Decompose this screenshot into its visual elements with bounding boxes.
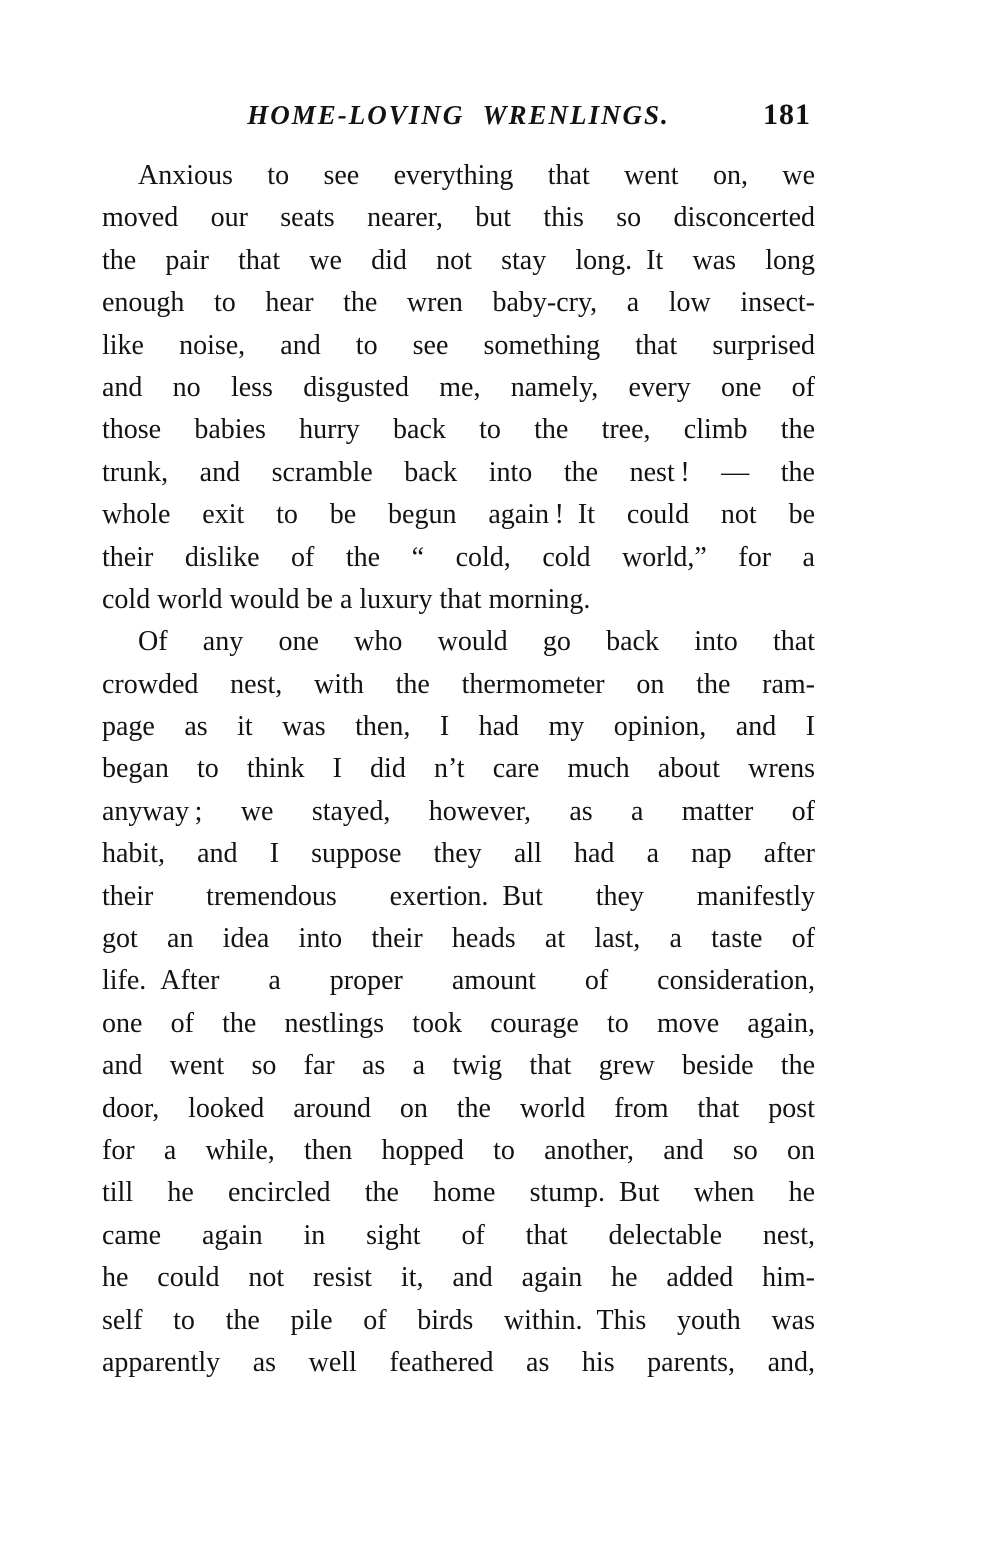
text-line: trunk, and scramble back into the nest ! — the <box>102 456 815 488</box>
page-header <box>102 100 815 140</box>
text-line: apparently as well feathered as his parents, and, <box>102 1346 815 1378</box>
text-line: whole exit to be begun again ! It could not be <box>102 499 815 531</box>
text-line: cold world would be a luxury that morning. <box>102 583 591 615</box>
text-line: enough to hear the wren baby-cry, a low insect- <box>102 287 815 319</box>
text-line: Of any one who would go back into that <box>138 626 815 658</box>
text-line: door, looked around on the world from that post <box>102 1092 815 1124</box>
text-line: their tremendous exertion. But they manifestly <box>102 880 815 912</box>
text-line: got an idea into their heads at last, a taste of <box>102 923 815 955</box>
text-line: for a while, then hopped to another, and so on <box>102 1134 815 1166</box>
running-title: HOME-LOVING WRENLINGS. <box>247 100 670 130</box>
text-line: moved our seats nearer, but this so disconcerted <box>102 202 815 234</box>
text-line: and no less disgusted me, namely, every one of <box>102 371 815 403</box>
text-line: those babies hurry back to the tree, climb the <box>102 414 815 446</box>
text-line: till he encircled the home stump. But when he <box>102 1177 815 1209</box>
text-line: like noise, and to see something that surprised <box>102 329 815 361</box>
text-line: one of the nestlings took courage to move again, <box>102 1007 815 1039</box>
paragraph <box>102 155 815 621</box>
paragraph <box>102 621 815 1384</box>
text-line: came again in sight of that delectable nest, <box>102 1219 815 1251</box>
text-line: self to the pile of birds within. This youth was <box>102 1304 815 1336</box>
page-content <box>102 155 815 1384</box>
text-line: anyway ; we stayed, however, as a matter of <box>102 795 815 827</box>
text-line: crowded nest, with the thermometer on the ram- <box>102 668 815 700</box>
text-line: Anxious to see everything that went on, we <box>138 160 815 191</box>
text-line: the pair that we did not stay long. It was long <box>102 244 815 276</box>
text-line: their dislike of the “ cold, cold world,” for a <box>102 541 815 573</box>
text-line: he could not resist it, and again he added him- <box>102 1262 815 1294</box>
text-line: life. After a proper amount of consideration, <box>102 965 815 997</box>
text-line: began to think I did n’t care much about wrens <box>102 753 815 785</box>
text-line: page as it was then, I had my opinion, and I <box>102 711 815 743</box>
text-line: habit, and I suppose they all had a nap after <box>102 838 815 870</box>
text-line: and went so far as a twig that grew beside the <box>102 1050 815 1082</box>
page-number: 181 <box>763 98 811 131</box>
